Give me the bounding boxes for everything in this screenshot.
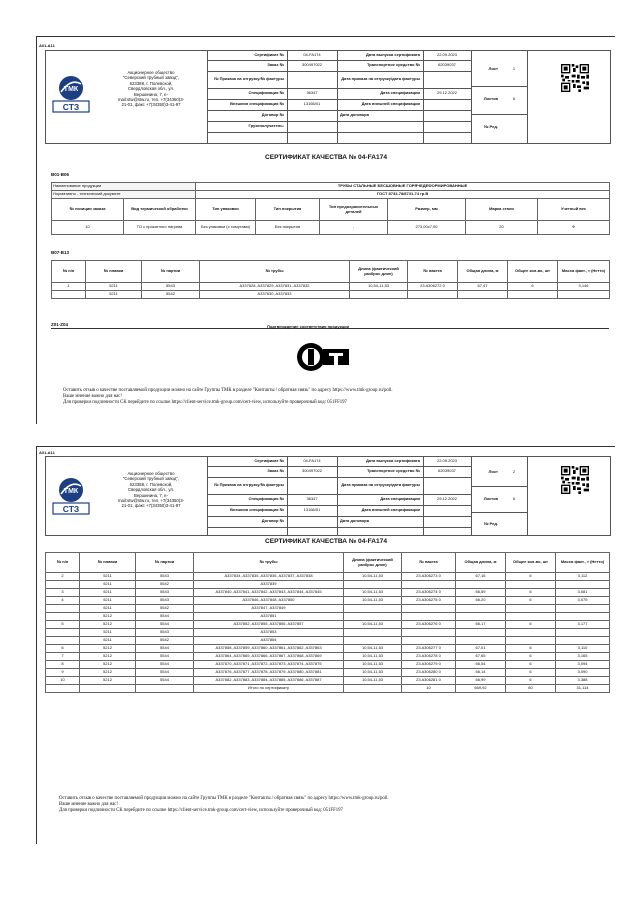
order-value: 300497022 [301,468,323,474]
table-cell: A337854 [194,637,344,645]
certificate-number-label: Сертификат № [254,51,284,57]
table-cell: 5543 [136,573,194,581]
table-cell [506,605,556,613]
ext-spec-date-label: Дата внешней спецификации [361,507,420,513]
totals-label: Итого по сертификату [194,685,344,693]
product-name-label: Наименование продукции [52,183,196,191]
table-cell [402,613,456,621]
sheets-label: Листов [483,495,498,501]
table-row [46,581,610,589]
totals-mass: 31,114 [556,685,610,693]
company-address: Акционерное общество "Северский трубный завод", 623388, г. Полевской, Свердловская обл., ул. Вершинина, 7, e- mail:stw@stw.ru, тел. +7(34350)3- 21-01, факс +7(34350)3-41-97 [117,471,185,509]
certificate-header [45,50,611,144]
table-cell [344,629,402,637]
table-row [46,621,610,629]
table-cell: A337839 [194,581,344,589]
transport-value: 62039037 [438,62,456,68]
table-row [46,573,610,581]
table-cell: 3,090 [556,669,610,677]
table-cell: 10,54-11,53 [344,621,402,629]
col-order-position: № позиции заказа [52,199,124,221]
shipment-date-label: Дата приказа на отгрузку/дата фактуры [341,76,420,82]
certificate-number-label: Сертификат № [254,457,284,463]
issue-date-value: 22.09.2023 [436,51,458,57]
table-cell: 5542 [136,581,194,589]
certificate-header [45,456,611,536]
table-cell: 5543 [136,629,194,637]
table-cell [46,629,80,637]
product-table [51,182,610,235]
table-cell: A337851 [194,613,344,621]
table-cell: A337846, A337848, A337850 [194,597,344,605]
pipes-table-page-1: № п/п № плавки № партии № трубы Длина (фактический разброс длин) № пакета Общая длина, м Общее кол-во, шт Масса факт., т (Нетто) 1 5211 5543 A337828, A337829, A337831, A337832 10,54-11,53 23 A306272 0 67,47 6 3,146 5211 5542 A337830, A337833 [51,260,610,299]
table-cell: 3,388 [556,677,610,685]
table-row [46,669,610,677]
edition-label: № Ред. [483,520,498,526]
table-cell: 5211 [80,589,136,597]
qr-code [561,64,589,92]
sheets-label: Листов [483,95,498,101]
spec-date-value: 29.12.2022 [436,90,458,96]
conformity-mark-icon [295,341,353,373]
col-heat-treatment: Вид термической обработки [124,199,196,221]
table-cell: 23 A306273 0 [402,573,456,581]
certificate-number-value: 04-FA174 [303,457,321,463]
table-cell: 66,14 [456,669,506,677]
col-coating: Тип покрытия [256,199,320,221]
table-cell: 6 [506,573,556,581]
product-row: 10 ТО с прокатного нагрева Без упаковки (с хомутами) Без покрытия - 273,00x7,00 20 Ф [52,221,610,235]
table-cell: 6 [506,653,556,661]
table-row [46,661,610,669]
table-cell: A337870, A337871, A337872, A337873, A337874, A337875 [194,661,344,669]
table-cell: 5211 [80,637,136,645]
section-code-z: Z01-Z04 [51,322,69,327]
sheets-value: 6 [512,95,516,101]
table-cell: 7 [46,653,80,661]
order-value: 300497022 [301,62,323,68]
table-cell: 5211 [80,597,136,605]
table-cell: 5212 [80,621,136,629]
table-cell [344,637,402,645]
col-steel-grade: Марка стали [466,199,538,221]
table-cell: 66,20 [456,597,506,605]
table-cell: 5211 [80,629,136,637]
table-cell: 6 [46,645,80,653]
table-cell: A337847, A337849 [194,605,344,613]
spec-value: 36347 [306,90,318,96]
table-cell: 5544 [136,653,194,661]
table-cell [556,605,610,613]
table-cell: 5 [46,621,80,629]
tmk-logo [51,476,91,516]
table-row [46,645,610,653]
table-cell [46,581,80,589]
table-row [46,637,610,645]
table-row [46,629,610,637]
table-cell [456,581,506,589]
table-cell: 3,075 [556,597,610,605]
table-row [52,291,610,299]
table-cell [408,291,458,299]
section-code-b: B01-B06 [51,172,70,177]
table-cell: A337834, A337835, A337836, A337837, A337838 [194,573,344,581]
shipment-order-label: № Приказа на отгрузку/№ фактуры [214,76,284,82]
table-cell: 5543 [136,589,194,597]
table-cell: 6 [508,283,558,291]
col-size: Размер, мм [388,199,466,221]
corner-code: A01-A11 [39,43,55,48]
spec-value: 36347 [306,496,318,502]
table-cell: 66,54 [456,661,506,669]
table-cell: 6 [506,645,556,653]
edition-label: № Ред. [483,123,498,129]
table-cell [556,613,610,621]
totals-count: 60 [506,685,556,693]
sheet-label: Лист [488,468,498,474]
table-cell: 3,177 [556,621,610,629]
product-doc-label: Нормативно - технический документ [52,191,196,199]
table-cell: 5212 [80,677,136,685]
table-cell: 5212 [80,645,136,653]
table-cell [506,613,556,621]
table-cell: 4 [46,597,80,605]
spec-date-value: 29.12.2022 [436,496,458,502]
table-cell [556,637,610,645]
spec-label: Спецификация № [248,90,284,96]
table-cell [458,291,508,299]
consignee-label: Грузополучатель: [248,123,284,129]
product-doc-value: ГОСТ 8732-78/8731-74 гр.В [196,191,610,199]
ext-spec-label: Внешняя спецификация № [230,101,284,107]
spec-date-label: Дата спецификации [380,90,420,96]
table-cell [52,291,86,299]
table-cell: 1 [52,283,86,291]
table-cell: 66,17 [456,621,506,629]
table-cell: 10,54-11,53 [344,597,402,605]
table-cell [402,629,456,637]
issue-date-label: Дата выпуска сертификата [366,51,420,57]
table-cell: 8 [46,661,80,669]
table-cell: 3,165 [556,653,610,661]
table-cell: A337853 [194,629,344,637]
svg-text:ТМК: ТМК [63,86,79,93]
table-cell: 23 A306277 0 [402,645,456,653]
tmk-logo [51,74,91,114]
spec-date-label: Дата спецификации [380,496,420,502]
pipes-table-page-2: № п/п № плавки № партии № трубы Длина (фактический разброс длин) № пакета Общая длина, м Общее кол-во, шт Масса факт., т (Нетто) 2 5211 5543 A337834, A337835, A337836, A337837, A337838 10,54-11,53 23 A306273 0 67,16 6 3,112 5211 5542 A337839 3 5211 5543 A337840, A337841, A337842, A337843, A337844, A337845 10,54-11,53 23 A306274 0 66,59 6 3,081 4 5211 5543 A337846, A337848, A337850 10,54-11,53 23 A306275 0 66,20 6 3,075 5211 5542 A337847, A337849 5212 5544 A337851 5 5212 5544 A337852, A337855, A337856, A337857 10,54-11,53 23 A306276 0 66,17 6 3,177 5211 5543 A337853 5211 5542 A337854 6 5212 5544 A337858, A337859, A337860, A337861, A337862, A337863 10,54-11,53 23 A306277 0 67,01 6 3,110 7 5212 5544 A337864, A337865, A337866, A337867, A337868, A337869 10,54-11,53 23 A306278 0 67,65 6 3,165 8 5212 5544 A337870, A337871, A337872, A337873, A337874, A337875 10,54-11,53 23 A306279 0 66,54 6 3,094 9 5212 5544 A337876, A337877, A337878, A337879, A337880, A337881 10,54-11,53 23 A306280 0 66,14 6 3,090 10 5212 5544 A337882, A337883, A337884, A337885, A337886, A337887 10,54-11,53 23 A306281 0 66,99 6 3,388 Итого по сертификату 10 669,92 60 31,114 [45,552,610,693]
table-cell: A337858, A337859, A337860, A337861, A337862, A337863 [194,645,344,653]
contract-label: Договор № [261,518,284,524]
table-cell [456,605,506,613]
table-cell: 3,081 [556,589,610,597]
ext-spec-label: Внешняя спецификация № [230,507,284,513]
table-cell: 5211 [86,291,142,299]
table-cell: 5542 [142,291,200,299]
table-cell [506,637,556,645]
table-cell: 2 [46,573,80,581]
table-cell: 5211 [86,283,142,291]
company-address: Акционерное общество "Северский трубный завод", 623388, г. Полевской, Свердловская обл., ул. Вершинина, 7, e- mail:stw@stw.ru, тел. +7(34350)3- 21-01, факс +7(34350)3-41-97 [117,70,185,108]
table-cell: 3 [46,589,80,597]
totals-packages: 10 [402,685,456,693]
conformity-title: Подтверждение соответствия продукции [267,324,350,329]
table-cell: 5212 [80,613,136,621]
table-cell [506,629,556,637]
certificate-title: СЕРТИФИКАТ КАЧЕСТВА № 04-FA174 [264,538,388,545]
table-cell: 3,094 [556,661,610,669]
table-cell [344,605,402,613]
table-row [52,283,610,291]
table-cell: 10,54-11,53 [344,645,402,653]
table-cell: 23 A306276 0 [402,621,456,629]
table-cell: 10,54-11,53 [344,653,402,661]
transport-value: 62039037 [438,468,456,474]
table-cell: 23 A306279 0 [402,661,456,669]
table-cell: 67,65 [456,653,506,661]
order-label: Заказ № [267,62,284,68]
table-cell [508,291,558,299]
totals-length: 669,92 [456,685,506,693]
table-cell: 67,47 [458,283,508,291]
table-cell: 5543 [136,597,194,605]
table-cell: 5544 [136,677,194,685]
table-cell: 9 [46,669,80,677]
table-cell: 5212 [80,661,136,669]
certificate-page-2 [36,446,614,844]
sheet-value: 2 [512,468,516,474]
table-cell: 10,54-11,53 [344,677,402,685]
table-cell [46,605,80,613]
table-cell: 10,54-11,53 [350,283,408,291]
table-cell [556,581,610,589]
table-cell: 66,99 [456,677,506,685]
table-cell: 23 A306272 0 [408,283,458,291]
table-cell: 23 A306281 0 [402,677,456,685]
table-cell: 10,54-11,53 [344,661,402,669]
table-cell: 3,146 [558,283,610,291]
table-row [46,677,610,685]
table-cell [456,629,506,637]
table-row [46,653,610,661]
table-cell: A337828, A337829, A337831, A337832 [200,283,350,291]
table-cell: 5544 [136,621,194,629]
contract-label: Договор № [261,112,284,118]
col-packing: Тип упаковки [196,199,256,221]
certificate-title: СЕРТИФИКАТ КАЧЕСТВА № 04-FA174 [264,154,388,161]
issue-date-value: 22.09.2023 [436,457,458,463]
table-cell: 23 A306278 0 [402,653,456,661]
table-cell: 3,112 [556,573,610,581]
table-cell: 6 [506,677,556,685]
table-cell [402,637,456,645]
table-cell: 23 A306275 0 [402,597,456,605]
table-cell [46,637,80,645]
sheet-value: 1 [512,65,516,71]
table-cell: 10,54-11,53 [344,669,402,677]
section-code-b2: B07-B13 [51,250,70,255]
table-cell: A337882, A337883, A337884, A337885, A337886, A337887 [194,677,344,685]
table-cell: 5544 [136,661,194,669]
table-row [46,605,610,613]
table-cell [344,613,402,621]
feedback-note: Оставить отзыв о качестве поставляемой продукции можно на сайте Группы ТМК в разделе "Контакты / обратная связь" по адресу https://www.tmk-group.ru/poll. Ваше мнение важно для нас! Для проверки подлинности СК перейдите по ссылке https://client-service.tmk-group.com/cert-view, используйте проверочный код: 051FF197 [59,796,389,814]
table-row [46,597,610,605]
totals-row [46,685,610,693]
col-weight-type: Учетный вес [538,199,610,221]
table-cell [558,291,610,299]
table-cell [344,581,402,589]
issue-date-label: Дата выпуска сертификата [366,457,420,463]
table-cell: 6 [506,597,556,605]
ext-spec-date-label: Дата внешней спецификации [361,101,420,107]
table-cell: 6 [506,661,556,669]
product-name-value: ТРУБЫ СТАЛЬНЫЕ БЕСШОВНЫЕ ГОРЯЧЕДЕФОРМИРОВАННЫЕ [196,183,610,191]
table-cell [456,613,506,621]
table-cell: 5211 [80,573,136,581]
table-cell [46,613,80,621]
transport-label: Транспортное средство № [367,468,420,474]
table-cell: 5211 [80,581,136,589]
table-cell: A337864, A337865, A337866, A337867, A337868, A337869 [194,653,344,661]
table-cell: 10 [46,677,80,685]
table-cell: 5211 [80,605,136,613]
table-cell: A337830, A337833 [200,291,350,299]
table-cell: 23 A306274 0 [402,589,456,597]
table-cell: 5544 [136,669,194,677]
svg-text:СТЗ: СТЗ [62,504,80,514]
table-cell [350,291,408,299]
transport-label: Транспортное средство № [367,62,420,68]
table-cell [506,581,556,589]
ext-spec-value: 13166/01 [303,507,321,513]
certificate-page-1 [36,36,614,424]
table-cell: 5542 [136,605,194,613]
svg-text:СТЗ: СТЗ [62,102,80,112]
table-cell: 67,16 [456,573,506,581]
contract-date-label: Дата договора [340,112,369,118]
table-cell [456,637,506,645]
table-cell [556,629,610,637]
corner-code: A01-A11 [39,450,55,455]
table-row [46,613,610,621]
feedback-note: Оставить отзыв о качестве поставляемой продукции можно на сайте Группы ТМК в разделе "Контакты / обратная связь" по адресу https://www.tmk-group.ru/poll. Ваше мнение важно для нас! Для проверки подлинности СК перейдите по ссылке https://client-service.tmk-group.com/cert-view, используйте проверочный код: 051FF197 [63,388,393,406]
table-cell: 67,01 [456,645,506,653]
table-cell: A337840, A337841, A337842, A337843, A337844, A337845 [194,589,344,597]
shipment-date-label: Дата приказа на отгрузку/дата фактуры [341,482,420,488]
table-cell: 5542 [136,637,194,645]
table-cell: 5212 [80,653,136,661]
table-cell: 5543 [142,283,200,291]
col-protectors: Тип предохранительных деталей [320,199,388,221]
table-cell: 5212 [80,669,136,677]
table-cell: 23 A306280 0 [402,669,456,677]
table-cell: 5544 [136,613,194,621]
table-cell: 10,54-11,53 [344,573,402,581]
shipment-order-label: № Приказа на отгрузку/№ фактуры [214,482,284,488]
certificate-number-value: 04-FA174 [303,51,321,57]
sheet-label: Лист [488,65,498,71]
table-cell: 6 [506,669,556,677]
table-cell [402,581,456,589]
table-cell: 5544 [136,645,194,653]
ext-spec-value: 13166/01 [303,101,321,107]
contract-date-label: Дата договора [340,518,369,524]
table-cell: A337876, A337877, A337878, A337879, A337880, A337881 [194,669,344,677]
table-cell: 66,59 [456,589,506,597]
spec-label: Спецификация № [248,496,284,502]
svg-text:ТМК: ТМК [63,488,79,495]
table-cell: 3,110 [556,645,610,653]
qr-code [561,466,589,494]
table-cell [402,605,456,613]
table-cell: 10,54-11,53 [344,589,402,597]
table-cell: 6 [506,621,556,629]
table-cell: 6 [506,589,556,597]
order-label: Заказ № [267,468,284,474]
sheets-value: 6 [512,495,516,501]
table-cell: A337852, A337855, A337856, A337857 [194,621,344,629]
table-row [46,589,610,597]
